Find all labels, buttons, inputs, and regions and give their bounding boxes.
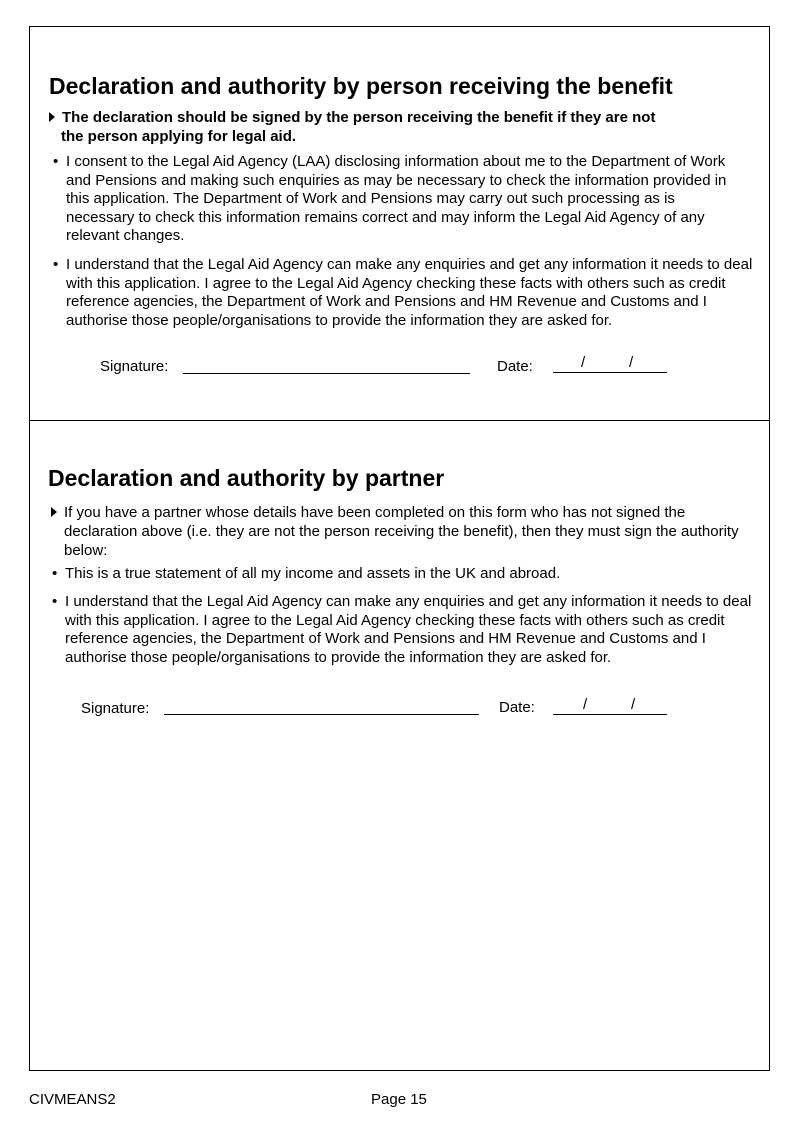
- section2-bullet-true-statement: [52, 565, 765, 584]
- bullet-dot: •: [53, 153, 59, 170]
- section2-intro-text: If you have a partner whose details have been completed on this form who has not signed the declaration above (i.e. they are not the person receiving the benefit), then they must sign the authority below:: [64, 504, 739, 559]
- section2-intro: [51, 503, 751, 560]
- section2-heading: Declaration and authority by partner: [48, 465, 445, 491]
- section1-date-label: Date:: [497, 358, 533, 375]
- date-separator: /: [581, 354, 586, 371]
- section1-signature-field[interactable]: [183, 373, 470, 374]
- section-divider: [30, 420, 769, 421]
- triangle-right-icon: [49, 112, 55, 122]
- bullet-text: I understand that the Legal Aid Agency can make any enquiries and get any information it needs to deal with this application. I agree to the Legal Aid Agency checking these facts with others such as credit reference agencies, the Department of Work and Pensions and HM Revenue and Customs and I authorise those people/organisations to provide the information they are asked for.: [65, 593, 752, 666]
- section1-date-field[interactable]: [553, 356, 667, 373]
- section2-signature-label: Signature:: [81, 700, 150, 717]
- bullet-text: I understand that the Legal Aid Agency can make any enquiries and get any information it needs to deal with this application. I agree to the Legal Aid Agency checking these facts with others such as credit reference agencies, the Department of Work and Pensions and HM Revenue and Customs and I authorise those people/organisations to provide the information they are asked for.: [66, 256, 753, 329]
- form-frame: [29, 26, 770, 1071]
- form-code: CIVMEANS2: [29, 1091, 116, 1108]
- section2-date-field[interactable]: [553, 698, 667, 715]
- date-separator: /: [583, 696, 588, 713]
- date-separator: /: [631, 696, 636, 713]
- bullet-dot: •: [52, 593, 58, 610]
- section2-date-label: Date:: [499, 699, 535, 716]
- section2-signature-field[interactable]: [164, 714, 479, 715]
- section1-intro-line2: the person applying for legal aid.: [61, 128, 297, 145]
- section1-intro: [49, 108, 749, 146]
- section1-signature-label: Signature:: [100, 358, 169, 375]
- section1-heading: Declaration and authority by person receiving the benefit: [49, 73, 673, 99]
- bullet-dot: •: [52, 565, 58, 582]
- bullet-text: I consent to the Legal Aid Agency (LAA) disclosing information about me to the Department of Work and Pensions and making such enquiries as may be necessary to check the information provided in this application. The Department of Work and Pensions may carry out such processing as is necessary to check this information remains correct and may inform the Legal Aid Agency of any relevant changes.: [66, 153, 727, 244]
- section1-bullet-understand: [53, 256, 756, 330]
- page-number: Page 15: [371, 1091, 427, 1108]
- section1-intro-line1: The declaration should be signed by the person receiving the benefit if they are not: [62, 109, 656, 126]
- bullet-dot: •: [53, 256, 59, 273]
- triangle-right-icon: [51, 507, 57, 517]
- section1-bullet-consent: [53, 153, 746, 246]
- bullet-text: This is a true statement of all my income and assets in the UK and abroad.: [65, 565, 561, 582]
- date-separator: /: [629, 354, 634, 371]
- section2-bullet-understand: [52, 593, 765, 667]
